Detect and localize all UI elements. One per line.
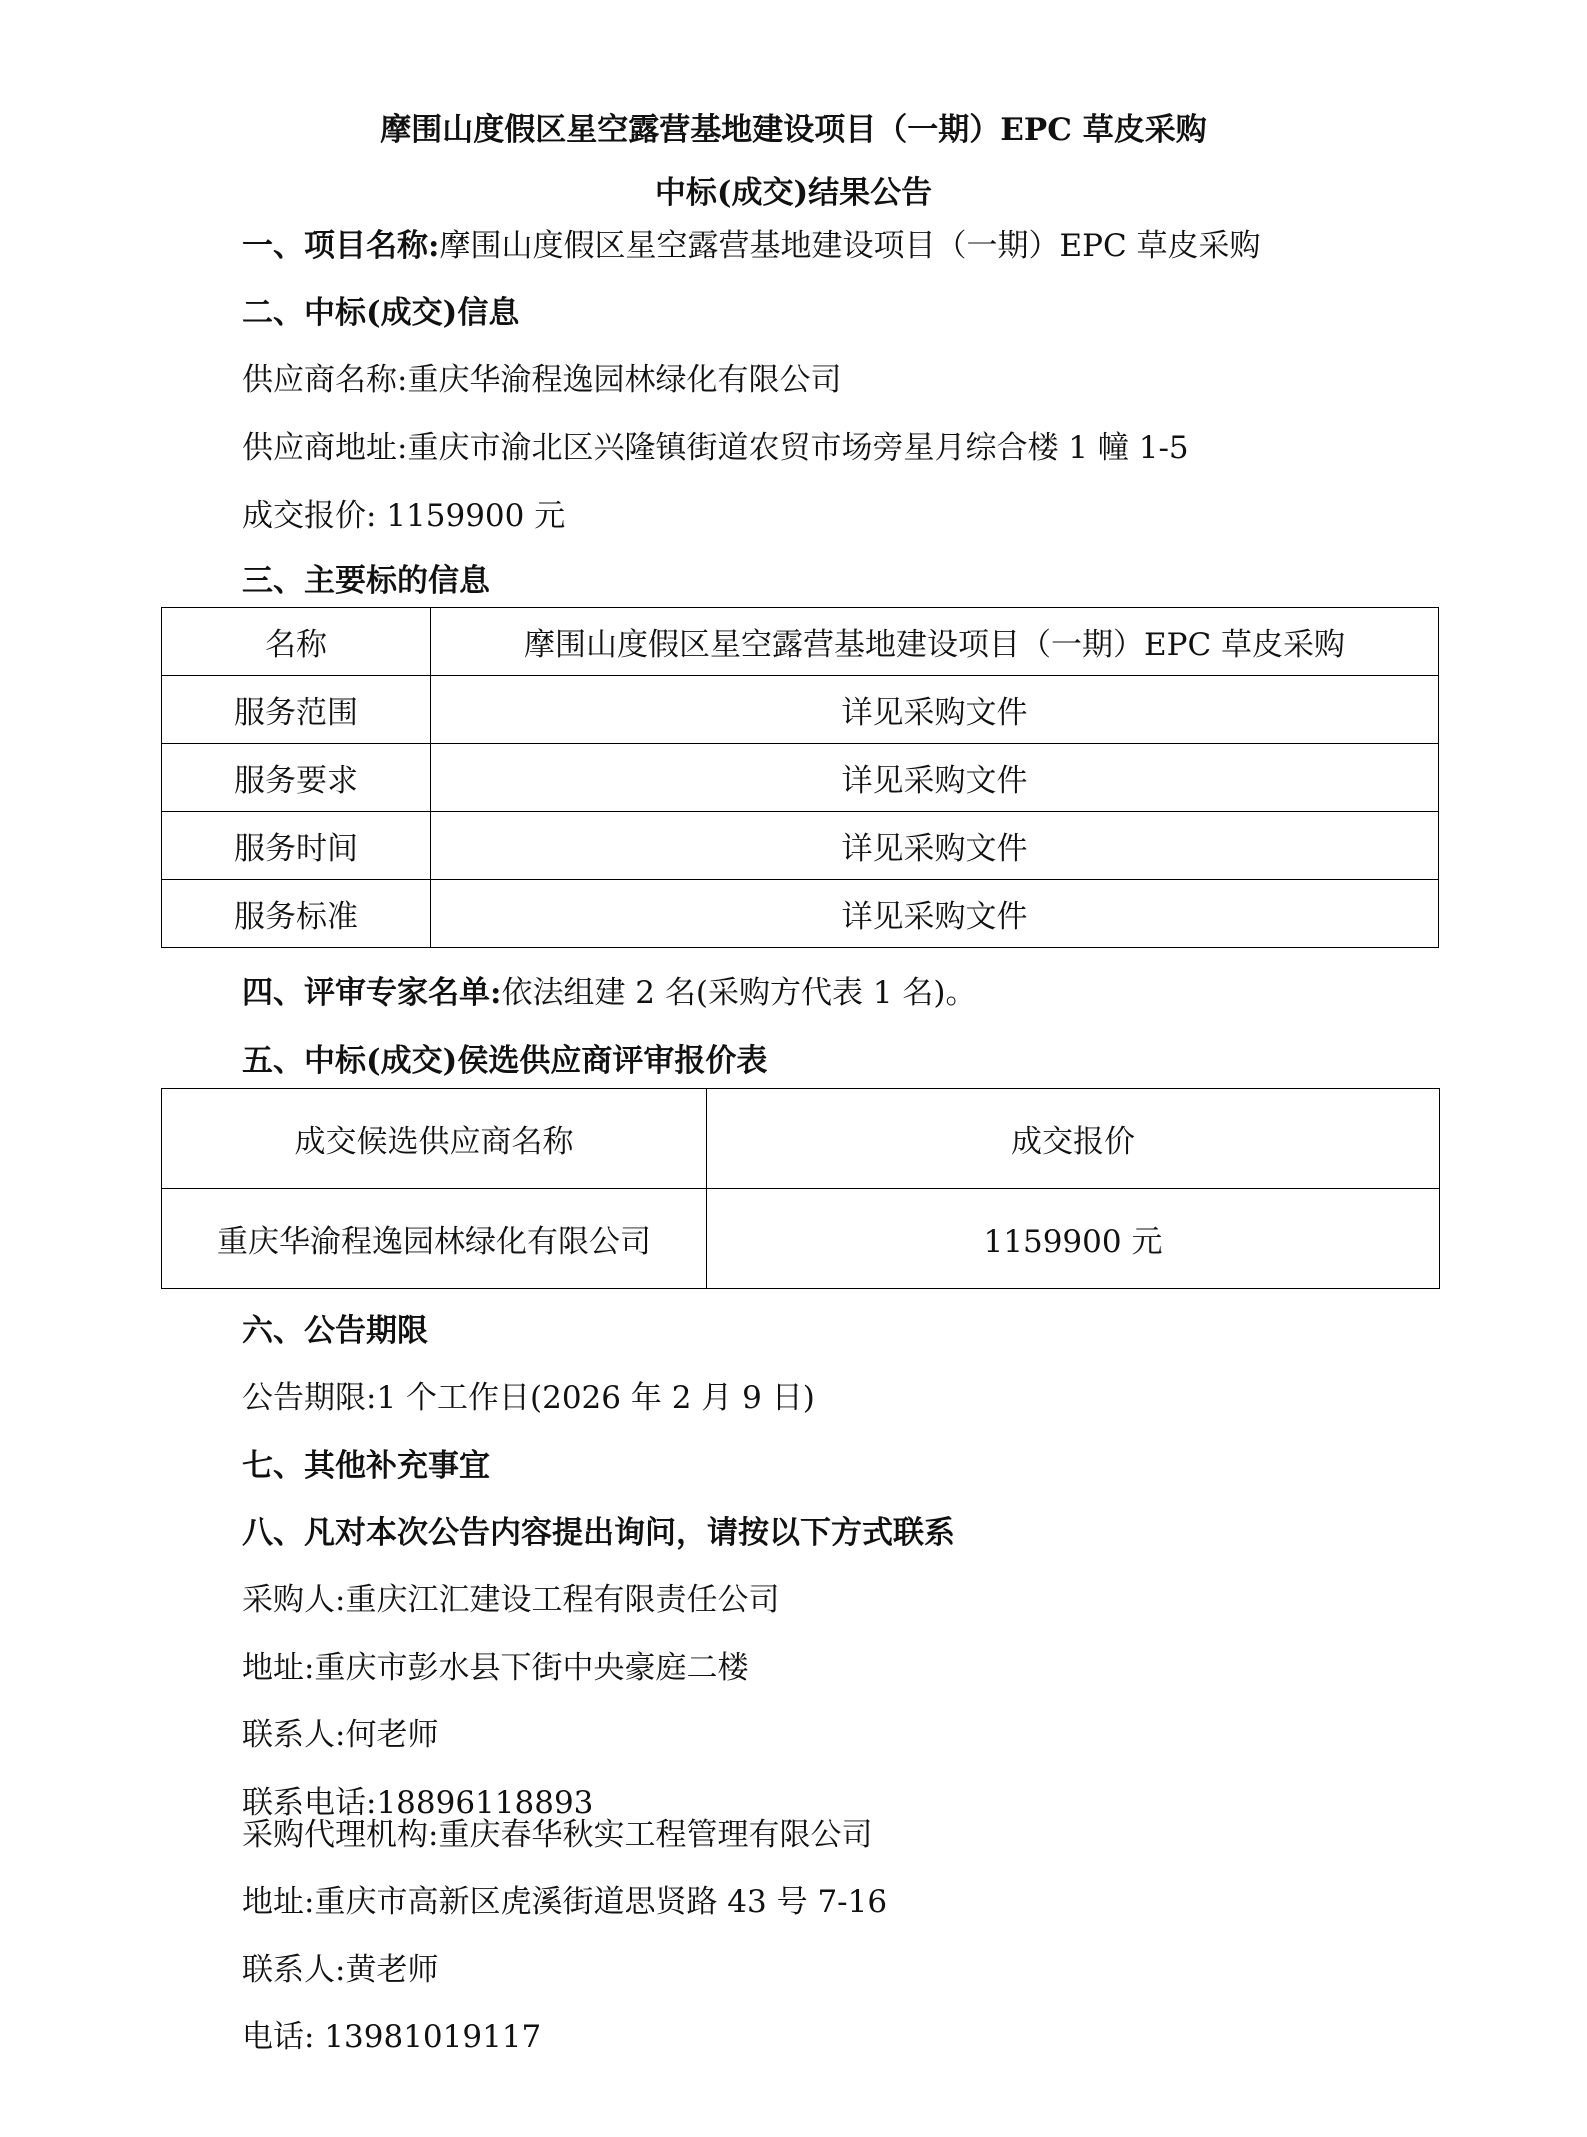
section3-heading-text: 三、主要标的信息	[242, 563, 490, 599]
expert-list-line	[242, 975, 977, 1011]
row-value: 详见采购文件	[431, 812, 1439, 880]
purchaser-address: 地址:重庆市彭水县下街中央豪庭二楼	[242, 1650, 749, 1686]
agency-address: 地址:重庆市高新区虎溪街道思贤路 43 号 7-16	[242, 1884, 888, 1920]
column-header-name: 成交候选供应商名称	[162, 1089, 707, 1189]
project-name-value: 摩围山度假区星空露营基地建设项目（一期）EPC 草皮采购	[439, 228, 1261, 264]
section6-heading	[242, 1313, 428, 1349]
section5-heading-text: 五、中标(成交)侯选供应商评审报价表	[242, 1043, 768, 1079]
agency-contact: 联系人:黄老师	[242, 1952, 439, 1988]
section5-heading	[242, 1043, 768, 1079]
candidate-price: 1159900 元	[707, 1189, 1440, 1289]
supplier-name: 供应商名称:重庆华渝程逸园林绿化有限公司	[242, 362, 842, 398]
row-label: 服务时间	[162, 812, 431, 880]
purchaser-phone: 联系电话:18896118893	[242, 1785, 594, 1821]
section1-heading: 一、项目名称:	[242, 228, 440, 264]
document-title-line2: 中标(成交)结果公告	[654, 175, 933, 211]
row-label: 服务范围	[162, 676, 431, 744]
table-row	[162, 608, 1439, 676]
announcement-period: 公告期限:1 个工作日(2026 年 2 月 9 日)	[242, 1380, 815, 1416]
agency-phone: 电话: 13981019117	[242, 2019, 542, 2055]
row-value: 详见采购文件	[431, 676, 1439, 744]
candidate-name: 重庆华渝程逸园林绿化有限公司	[162, 1189, 707, 1289]
row-value: 详见采购文件	[431, 744, 1439, 812]
section8-heading-text: 八、凡对本次公告内容提出询问，请按以下方式联系	[242, 1515, 955, 1551]
subject-info-table	[161, 607, 1439, 948]
section2-heading	[242, 295, 520, 331]
table-row	[162, 880, 1439, 948]
table-row	[162, 676, 1439, 744]
table-header-row	[162, 1089, 1440, 1189]
procurement-agency: 采购代理机构:重庆春华秋实工程管理有限公司	[242, 1817, 873, 1853]
purchaser-contact: 联系人:何老师	[242, 1717, 439, 1753]
section7-heading-text: 七、其他补充事宜	[242, 1448, 490, 1484]
row-label: 服务要求	[162, 744, 431, 812]
supplier-address: 供应商地址:重庆市渝北区兴隆镇街道农贸市场旁星月综合楼 1 幢 1-5	[242, 430, 1189, 466]
document-title-line1: 摩围山度假区星空露营基地建设项目（一期）EPC 草皮采购	[380, 112, 1207, 148]
candidate-quote-table	[161, 1088, 1440, 1289]
section6-heading-text: 六、公告期限	[242, 1313, 428, 1349]
section7-heading	[242, 1448, 490, 1484]
project-name-line	[242, 228, 1261, 264]
row-label: 服务标准	[162, 880, 431, 948]
section2-heading-text: 二、中标(成交)信息	[242, 295, 520, 331]
row-value: 详见采购文件	[431, 880, 1439, 948]
table-row	[162, 812, 1439, 880]
expert-list-value: 依法组建 2 名(采购方代表 1 名)。	[501, 975, 977, 1011]
table-row	[162, 1189, 1440, 1289]
purchaser: 采购人:重庆江汇建设工程有限责任公司	[242, 1582, 780, 1618]
deal-price: 成交报价: 1159900 元	[242, 498, 566, 534]
section3-heading	[242, 563, 490, 599]
column-header-price: 成交报价	[707, 1089, 1440, 1189]
section8-heading	[242, 1515, 955, 1551]
row-label: 名称	[162, 608, 431, 676]
section4-heading: 四、评审专家名单:	[242, 975, 502, 1011]
table-row	[162, 744, 1439, 812]
row-value: 摩围山度假区星空露营基地建设项目（一期）EPC 草皮采购	[431, 608, 1439, 676]
